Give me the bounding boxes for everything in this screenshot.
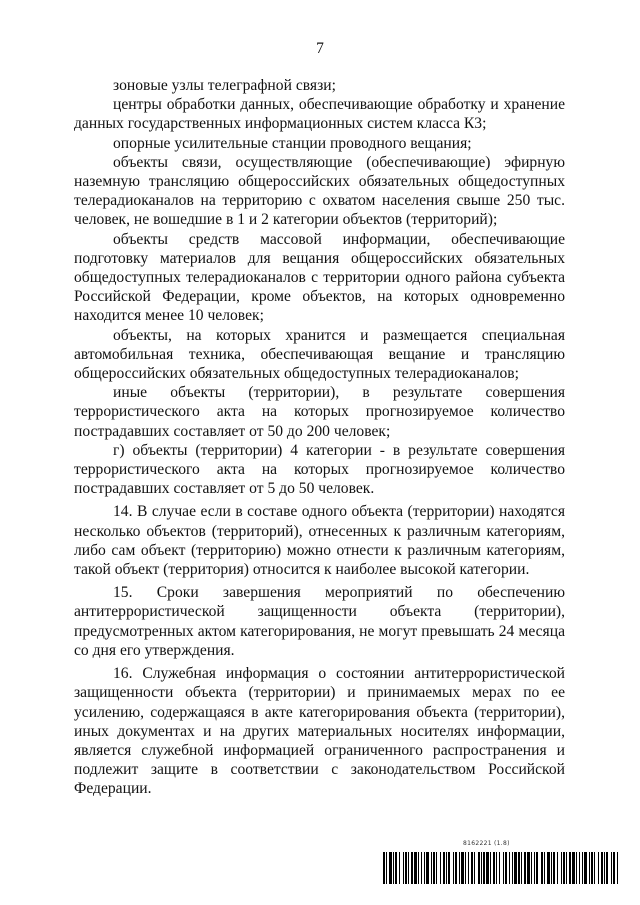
paragraph: иные объекты (территории), в результате совершения террористического акта на которых прогнозируемое количество пострадавших составляет от 50 до 200 человек; [74, 384, 565, 440]
paragraph: объекты, на которых хранится и размещается специальная автомобильная техника, обеспечивающая вещание и трансляцию общероссийских обязательных общедоступных телерадиоканалов; [74, 326, 565, 383]
barcode-block [383, 840, 619, 884]
paragraph: зоновые узлы телеграфной связи; [113, 77, 336, 94]
barcode-code: 8162221 (1.8) [463, 840, 510, 847]
paragraph: объекты связи, осуществляющие (обеспечивающие) эфирную наземную трансляцию общероссийских обязательных общедоступных телерадиоканалов на территорию с охватом населения свыше 250 тыс. человек, не вошедшие в 1 и 2 категории объектов (территорий); [74, 153, 565, 229]
paragraph: центры обработки данных, обеспечивающие обработку и хранение данных государственных информационных систем класса К3; [74, 96, 565, 133]
paragraph: объекты средств массовой информации, обеспечивающие подготовку материалов для вещания общероссийских обязательных общедоступных телерадиоканалов с территории одного района субъекта Российской Федерации, кроме объектов, на которых одновременно находится менее 10 человек; [74, 230, 565, 325]
paragraph: 16. Служебная информация о состоянии антитеррористической защищенности объекта (территории) и принимаемых мерах по ее усилению, содержащаяся в акте категорирования объекта (территории), иных документах и на других материальных носителях информации, является служебной информацией ограниченного распространения и подлежит защите в соответствии с законодательством Российской Федерации. [74, 665, 565, 798]
paragraph: опорные усилительные станции проводного вещания; [113, 134, 472, 152]
paragraph: г) объекты (территории) 4 категории - в результате совершения террористического акта на которых прогнозируемое количество пострадавших составляет от 5 до 50 человек. [74, 441, 565, 498]
document-body [74, 76, 565, 799]
page-number: 7 [316, 40, 324, 57]
paragraph: 14. В случае если в составе одного объекта (территории) находятся несколько объектов (территорий), отнесенных к различным категориям, либо сам объект (территорию) можно отнести к различным категориям, такой объект (территория) относится к наиболее высокой категории. [74, 503, 565, 579]
barcode-icon [383, 852, 619, 884]
paragraph: 15. Сроки завершения мероприятий по обеспечению антитеррористической защищенности объекта (территории), предусмотренных актом категорирования, не могут превышать 24 месяца со дня его утверждения. [74, 584, 565, 659]
